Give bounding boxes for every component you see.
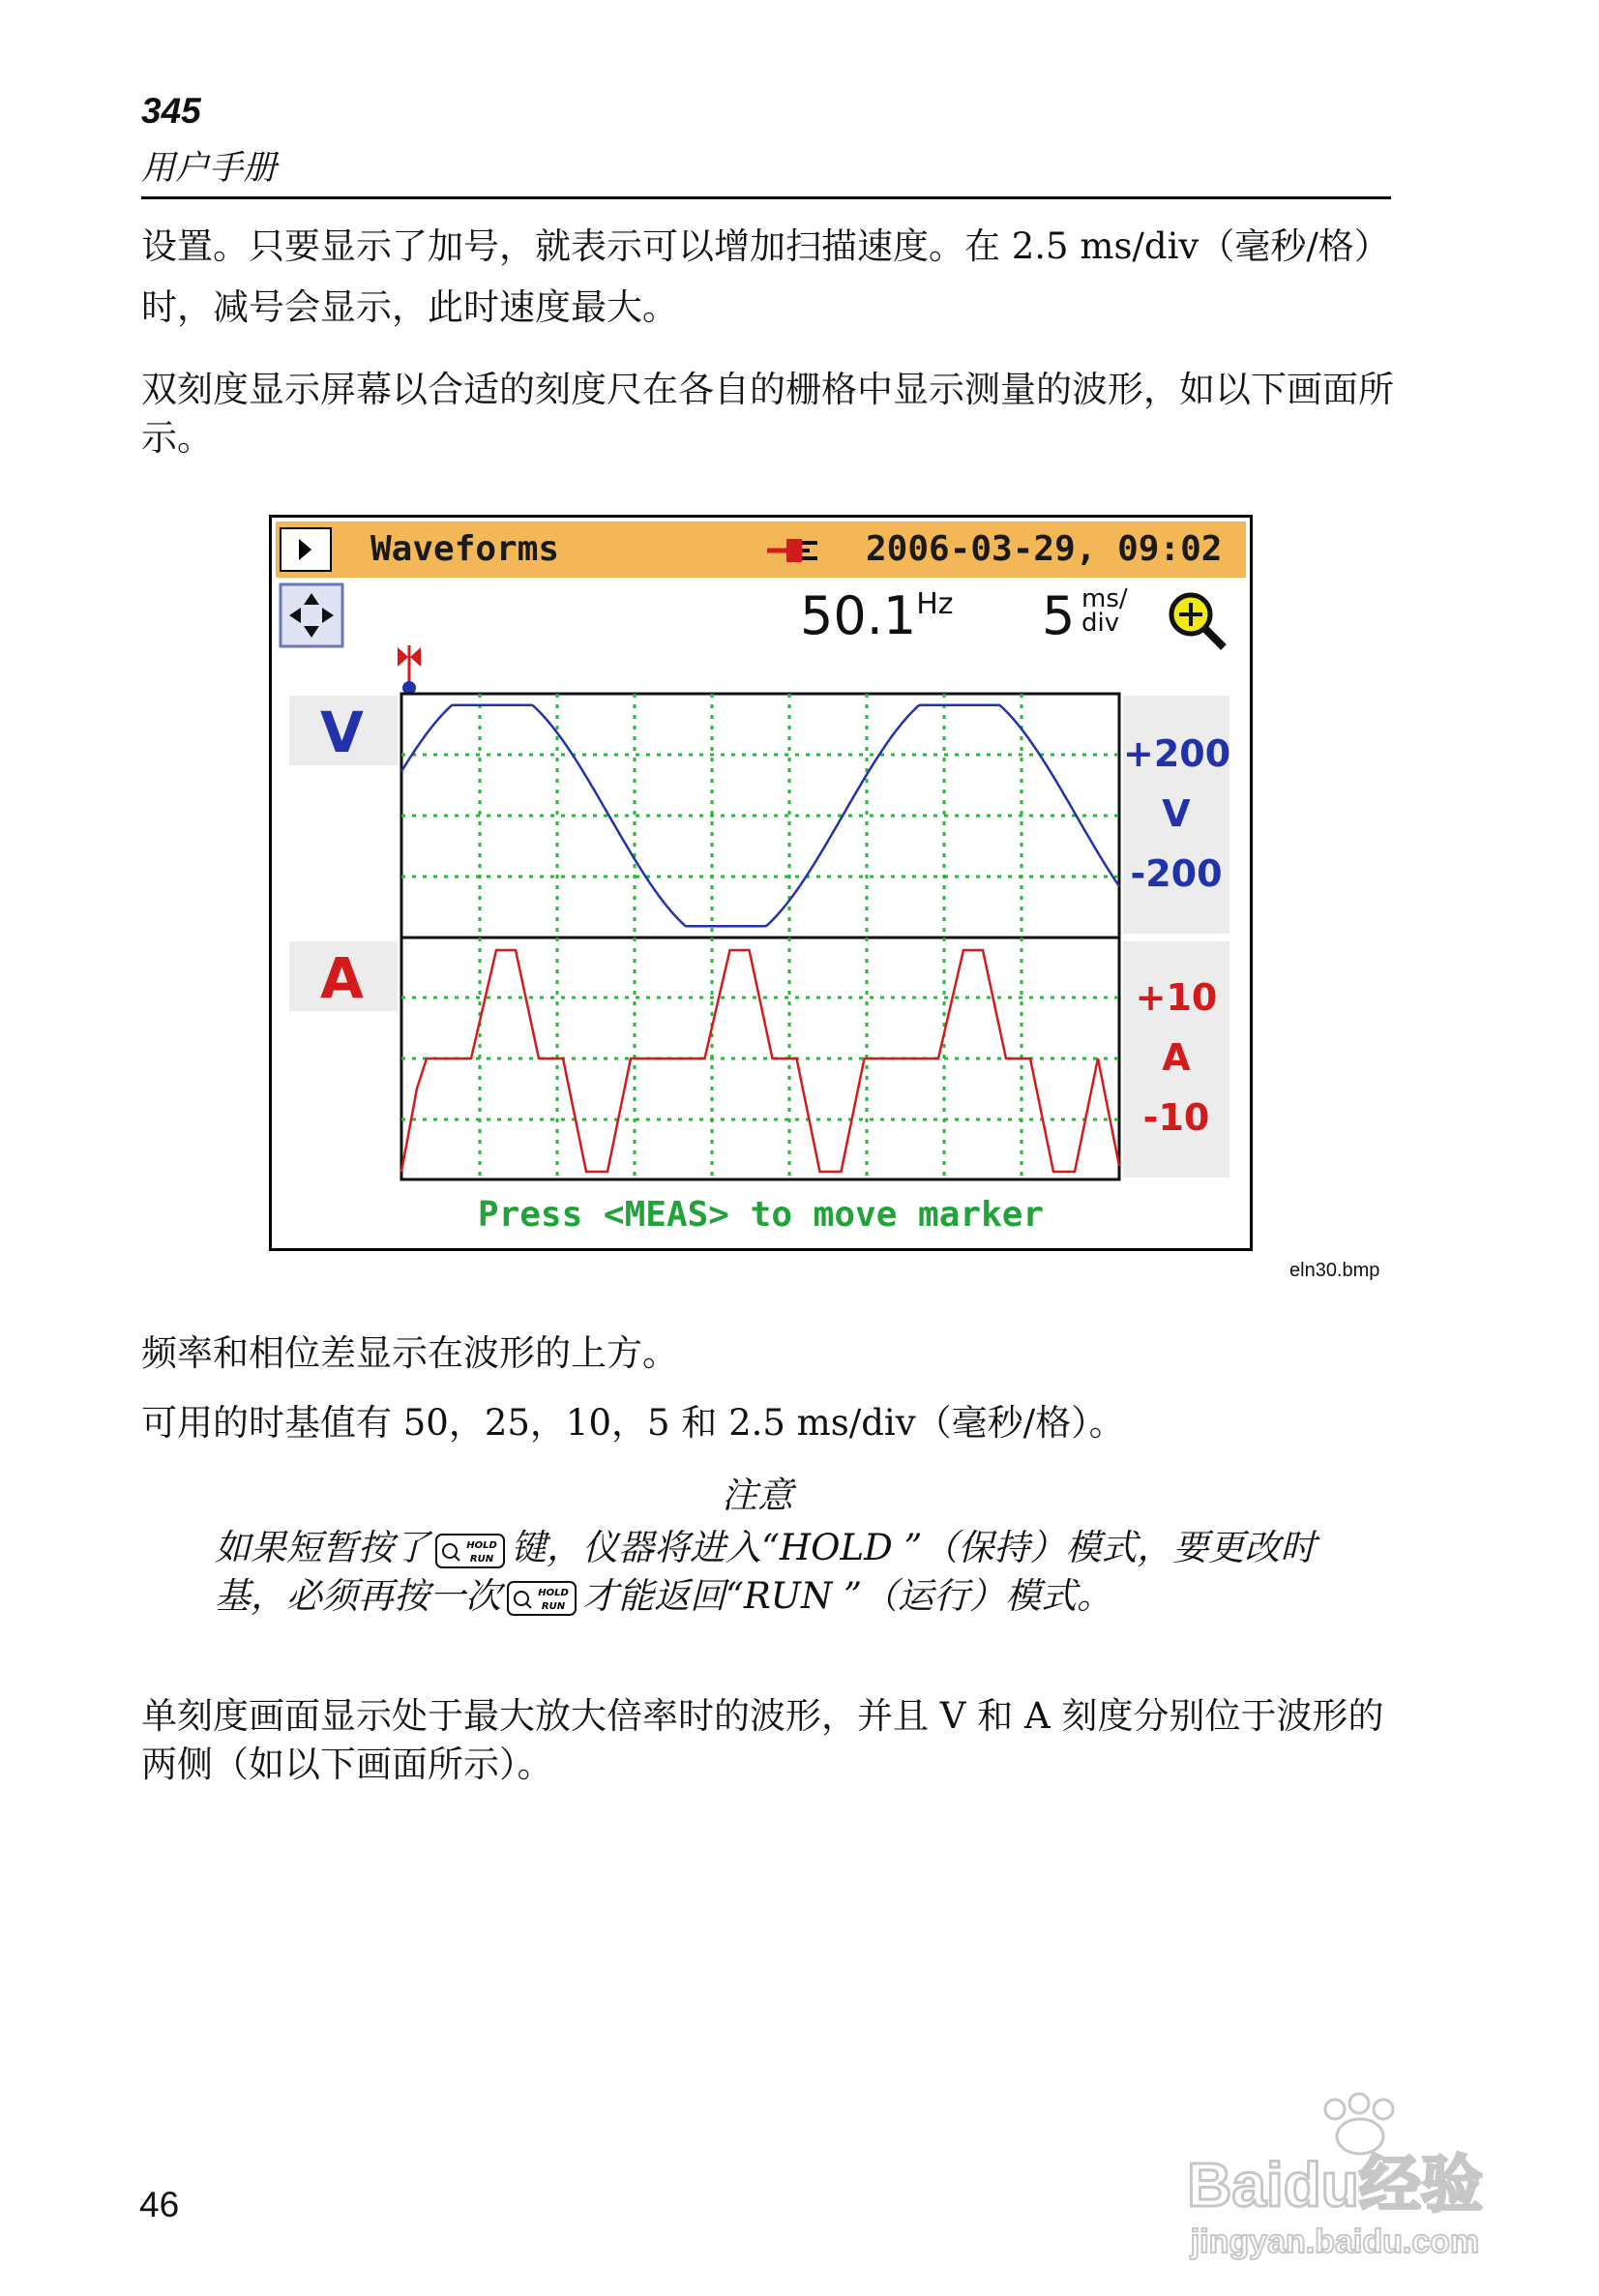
voltage-scale-unit: V xyxy=(1162,792,1191,835)
paragraph-4: 可用的时基值有 50，25，10，5 和 2.5 ms/div（毫秒/格）。 xyxy=(141,1402,1125,1444)
timebase-value: 5 xyxy=(1042,585,1076,646)
current-channel-label: A xyxy=(289,941,398,1011)
timebase-unit: ms/ div xyxy=(1081,584,1128,638)
voltage-scale xyxy=(1123,696,1229,934)
current-scale-top: +10 xyxy=(1135,976,1218,1019)
frequency-readout: $50.1^{Hz}$ xyxy=(800,585,954,646)
svg-text:RUN: RUN xyxy=(469,1553,494,1565)
voltage-scale-top: +200 xyxy=(1123,732,1231,775)
hold-run-key-icon-2 xyxy=(507,1581,577,1616)
paragraph-6: 单刻度画面显示处于最大放大倍率时的波形，并且 V 和 A 刻度分别位于波形的两侧（如以下画面所示）。 xyxy=(141,1695,1384,1785)
voltage-channel-label: V xyxy=(289,696,398,765)
note-body xyxy=(215,1524,1327,1621)
note-title: 注意 xyxy=(722,1475,793,1516)
note-text-2: 键，仪器将进入“HOLD ”（保持）模式，要更改时基，必须再按一次 xyxy=(215,1527,1317,1617)
paragraph-3: 频率和相位差显示在波形的上方。 xyxy=(141,1332,678,1374)
svg-text:RUN: RUN xyxy=(541,1601,566,1613)
screen-hint: Press <MEAS> to move marker xyxy=(477,1195,1045,1235)
current-scale xyxy=(1123,941,1229,1178)
instrument-screen xyxy=(269,515,1253,1251)
note-text-3: 才能返回“RUN ”（运行）模式。 xyxy=(582,1574,1113,1617)
header-subtitle: 用户手册 xyxy=(141,149,278,188)
header-rule xyxy=(141,196,1391,199)
paragraph-2: 双刻度显示屏幕以合适的刻度尺在各自的栅格中显示测量的波形，如以下画面所示。 xyxy=(141,369,1394,459)
note-text-1: 如果短暂按了 xyxy=(215,1527,429,1568)
watermark-url: jingyan.baidu.com xyxy=(1190,2223,1480,2260)
current-scale-unit: A xyxy=(1162,1036,1191,1079)
header-model: 345 xyxy=(141,91,201,131)
waveform-plot xyxy=(272,518,1250,1248)
svg-text:HOLD: HOLD xyxy=(538,1588,569,1599)
paragraph-1: 设置。只要显示了加号，就表示可以增加扫描速度。在 2.5 ms/div（毫秒/格）时，减号会显示，此时速度最大。 xyxy=(141,225,1390,328)
screen-datetime: 2006-03-29, 09:02 xyxy=(866,529,1223,569)
figure-caption: eln30.bmp xyxy=(1289,1260,1380,1281)
current-scale-bottom: -10 xyxy=(1142,1096,1210,1139)
watermark-brand: Baidu经验 xyxy=(1187,2150,1483,2220)
svg-text:HOLD: HOLD xyxy=(466,1539,497,1551)
hold-run-key-icon xyxy=(435,1534,505,1568)
screen-title: Waveforms xyxy=(370,529,560,569)
page-number: 46 xyxy=(139,2185,180,2224)
baidu-watermark xyxy=(1141,2071,1528,2264)
voltage-scale-bottom: -200 xyxy=(1130,852,1223,895)
